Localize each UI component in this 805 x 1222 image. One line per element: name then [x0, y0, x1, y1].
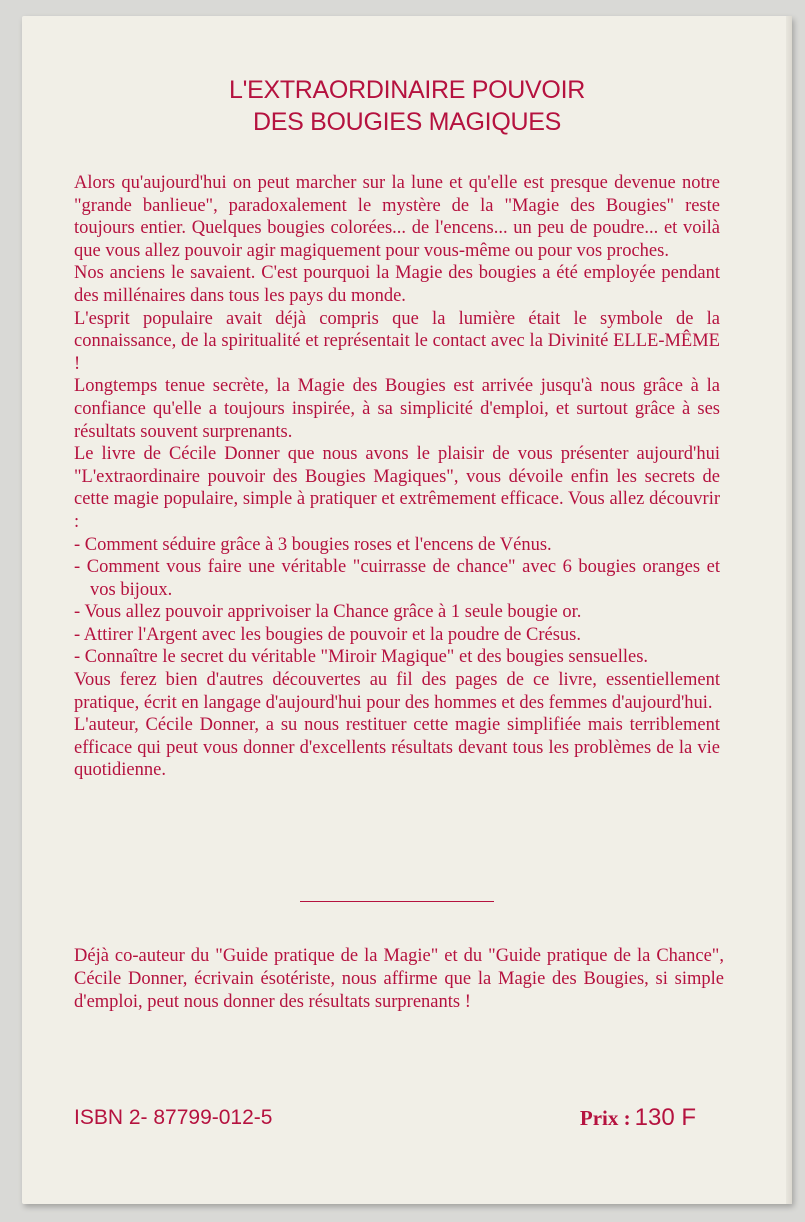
section-divider [300, 901, 494, 902]
blurb-paragraph: L'esprit populaire avait déjà compris que la lumière était le symbole de la connaissance, de la spiritualité et représentait le contact avec la Divinité ELLE-MÊME ! [74, 308, 720, 374]
book-title-line-1: L'EXTRAORDINAIRE POUVOIR [229, 76, 585, 104]
blurb-bullet: - Comment séduire grâce à 3 bougies roses et l'encens de Vénus. [74, 534, 552, 555]
blurb-bullet: - Comment vous faire une véritable "cuirrasse de chance" avec 6 bougies oranges et vos bijoux. [74, 557, 720, 600]
blurb-paragraph: Le livre de Cécile Donner que nous avons le plaisir de vous présenter aujourd'hui "L'extraordinaire pouvoir des Bougies Magiques", vous dévoile enfin les secrets de cette magie populaire, simple à pratiquer et extrêmement efficace. Vous allez découvrir : [74, 444, 720, 532]
blurb-paragraph: Alors qu'aujourd'hui on peut marcher sur la lune et qu'elle est presque devenue notre "grande banlieue", paradoxalement le mystère de la "Magie des Bougies" reste toujours entier. Quelques bougies colorées... de l'encens... un peu de poudre... et voilà que vous allez pouvoir agir magiquement pour vous-même ou pour vos proches. [74, 173, 720, 261]
book-title-line-2: DES BOUGIES MAGIQUES [253, 108, 561, 136]
isbn-number: ISBN 2- 87799-012-5 [74, 1106, 273, 1129]
blurb [74, 172, 720, 782]
blurb-bullet: - Attirer l'Argent avec les bougies de pouvoir et la poudre de Crésus. [74, 624, 581, 645]
price-label: Prix : [579, 1106, 631, 1130]
blurb-paragraph: Nos anciens le savaient. C'est pourquoi la Magie des bougies a été employée pendant des millénaires dans tous les pays du monde. [74, 263, 720, 306]
blurb-paragraph: Vous ferez bien d'autres découvertes au fil des pages de ce livre, essentiellement pratique, écrit en langage d'aujourd'hui pour des hommes et des femmes d'aujourd'hui. [74, 670, 720, 713]
blurb-bullet: - Vous allez pouvoir apprivoiser la Chance grâce à 1 seule bougie or. [74, 602, 582, 623]
author-note: Déjà co-auteur du "Guide pratique de la Magie" et du "Guide pratique de la Chance", Cécile Donner, écrivain ésotériste, nous affirme que la Magie des Bougies, si simple d'emploi, peut nous donner des résultats surprenants ! [74, 946, 724, 1012]
blurb-bullet: - Connaître le secret du véritable "Miroir Magique" et des bougies sensuelles. [74, 647, 649, 668]
price-value: 130 F [634, 1104, 696, 1131]
price [580, 1104, 696, 1132]
blurb-paragraph: Longtemps tenue secrète, la Magie des Bougies est arrivée jusqu'à nous grâce à la confiance qu'elle a toujours inspirée, à sa simplicité d'emploi, et surtout grâce à ses résultats souvent surprenants. [74, 376, 720, 442]
book-back-cover [22, 16, 792, 1204]
book-title [22, 74, 792, 138]
cover-edge [786, 16, 792, 1204]
blurb-paragraph: L'auteur, Cécile Donner, a su nous restituer cette magie simplifiée mais terriblement efficace qui peut vous donner d'excellents résultats devant tous les problèmes de la vie quotidienne. [74, 715, 720, 781]
